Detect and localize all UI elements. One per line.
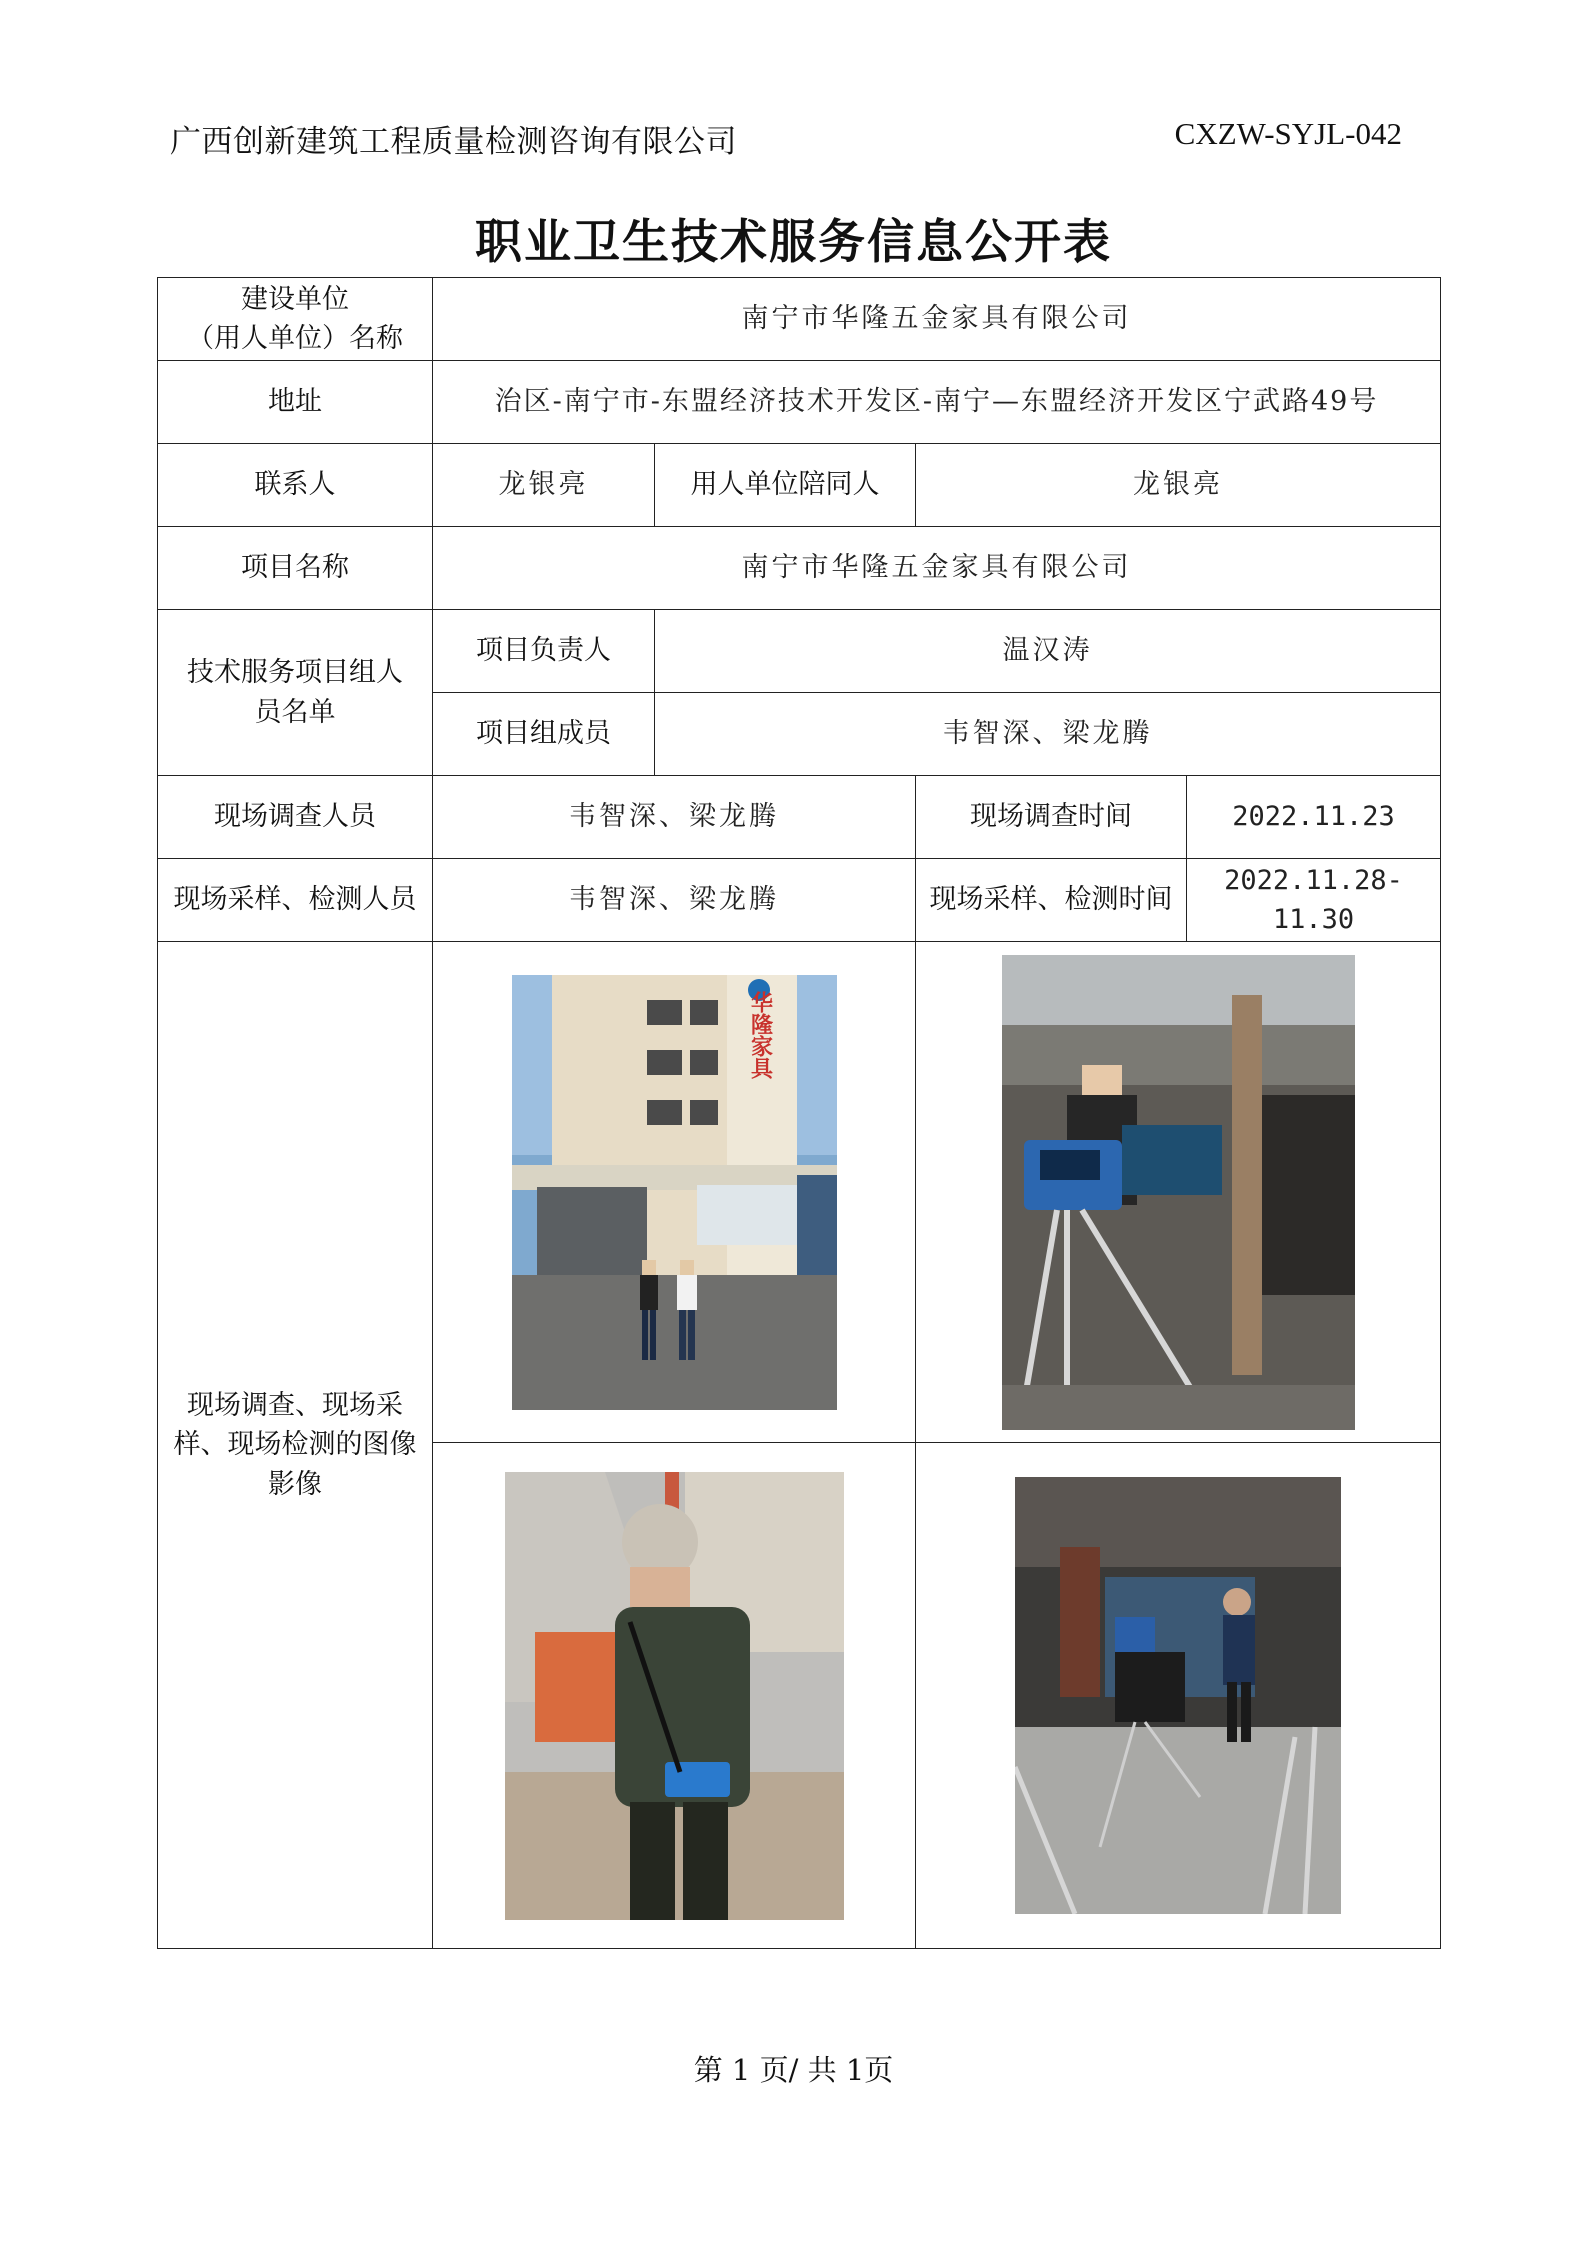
survey-time-label: 现场调查时间 xyxy=(916,776,1187,859)
row-sampling xyxy=(158,859,1441,942)
leader-label: 项目负责人 xyxy=(433,610,655,693)
survey-staff-value: 韦智深、梁龙腾 xyxy=(433,776,916,859)
page-footer: 第 1 页/ 共 1页 xyxy=(693,2053,894,2087)
escort-value: 龙银亮 xyxy=(916,444,1441,527)
project-label: 项目名称 xyxy=(158,527,433,610)
page-title: 职业卫生技术服务信息公开表 xyxy=(475,215,1112,270)
members-value: 韦智深、梁龙腾 xyxy=(655,693,1441,776)
escort-label: 用人单位陪同人 xyxy=(655,444,916,527)
survey-time-value: 2022.11.23 xyxy=(1187,776,1441,859)
contact-value: 龙银亮 xyxy=(433,444,655,527)
sampling-staff-label: 现场采样、检测人员 xyxy=(158,859,433,942)
sampling-time-label: 现场采样、检测时间 xyxy=(916,859,1187,942)
row-project xyxy=(158,527,1441,610)
row-address xyxy=(158,361,1441,444)
images-label: 现场调查、现场采 样、现场检测的图像 影像 xyxy=(158,942,433,1949)
team-label: 技术服务项目组人 员名单 xyxy=(158,610,433,776)
row-survey xyxy=(158,776,1441,859)
photo-worker-sampler xyxy=(505,1472,844,1920)
employer-label: 建设单位 （用人单位）名称 xyxy=(158,278,433,361)
photo-sampler-workshop xyxy=(1002,955,1355,1430)
row-contact xyxy=(158,444,1441,527)
company-name: 广西创新建筑工程质量检测咨询有限公司 xyxy=(170,124,737,160)
document-code: CXZW-SYJL-042 xyxy=(1174,116,1402,151)
photo-cell-building xyxy=(433,942,916,1443)
photo-cell-welding-area xyxy=(916,1443,1441,1949)
members-label: 项目组成员 xyxy=(433,693,655,776)
row-team-leader xyxy=(158,610,1441,693)
row-employer xyxy=(158,278,1441,361)
info-table xyxy=(157,277,1441,1949)
photo-cell-sampler-workshop xyxy=(916,942,1441,1443)
address-value: 治区-南宁市-东盟经济技术开发区-南宁—东盟经济开发区宁武路49号 xyxy=(433,361,1441,444)
photo-welding-area xyxy=(1015,1477,1341,1914)
photo-cell-worker-sampler xyxy=(433,1443,916,1949)
sampling-staff-value: 韦智深、梁龙腾 xyxy=(433,859,916,942)
photo-building xyxy=(512,975,837,1410)
survey-staff-label: 现场调查人员 xyxy=(158,776,433,859)
address-label: 地址 xyxy=(158,361,433,444)
leader-value: 温汉涛 xyxy=(655,610,1441,693)
building-sign-text: 华隆家具 xyxy=(747,990,772,1079)
sampling-time-value: 2022.11.28-11.30 xyxy=(1187,859,1441,942)
contact-label: 联系人 xyxy=(158,444,433,527)
row-photos-1 xyxy=(158,942,1441,1443)
employer-value: 南宁市华隆五金家具有限公司 xyxy=(433,278,1441,361)
project-value: 南宁市华隆五金家具有限公司 xyxy=(433,527,1441,610)
